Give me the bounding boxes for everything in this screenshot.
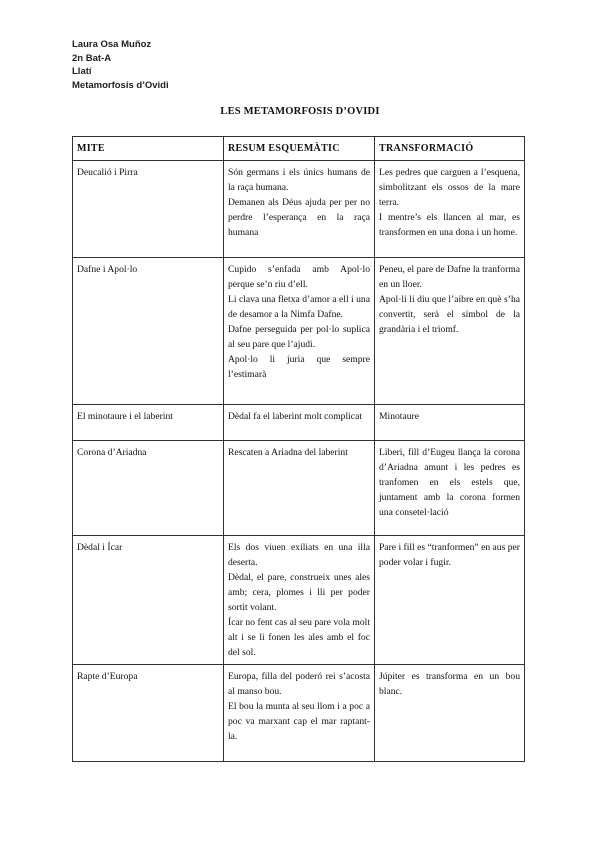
myths-table <box>72 136 525 762</box>
cell-line: Júpiter es transforma en un bou blanc. <box>379 671 520 697</box>
cell-line: Pare i fill es “tranformen” en aus per poder volar i fugir. <box>379 542 520 568</box>
cell-transformacio <box>375 665 525 762</box>
cell-line: Els dos viuen exiliats en una illa deserta. <box>228 542 370 568</box>
page-title: LES METAMORFOSIS D’OVIDI <box>220 106 380 117</box>
topic: Metamorfosis d’Ovidi <box>72 79 169 91</box>
subject: Llatí <box>72 66 92 77</box>
cell-resum <box>224 665 375 762</box>
table-row <box>73 161 525 258</box>
table-header-row <box>73 137 525 161</box>
cell-resum <box>224 258 375 405</box>
cell-mite: Rapte d’Europa <box>73 665 224 762</box>
cell-transformacio <box>375 258 525 405</box>
cell-line: Dèdal fa el laberint molt complicat <box>228 411 362 422</box>
cell-line: Liberi, fill d’Eugeu llança la corona d’Ariadna amunt i les pedres es tranfomen en els estels que, juntament amb la corona formen una consetel·lació <box>379 447 520 518</box>
cell-line: El bou la munta al seu llom i a poc a poc va marxant cap el mar raptant-la. <box>228 701 370 742</box>
class-group: 2n Bat-A <box>72 52 112 64</box>
cell-transformacio <box>375 405 525 441</box>
cell-line: Dafne perseguida per pol·lo suplica al seu pare que l’ajudi. <box>228 324 370 350</box>
cell-transformacio <box>375 441 525 536</box>
author-name: Laura Osa Muñoz <box>72 39 152 50</box>
table-row <box>73 536 525 665</box>
column-header-resum: RESUM ESQUEMÀTIC <box>224 137 375 161</box>
cell-mite: El minotaure i el laberint <box>73 405 224 441</box>
table-row <box>73 405 525 441</box>
cell-line: Cupido s’enfada amb Apol·lo perque se’n riu d’ell. <box>228 264 370 290</box>
document-header <box>72 38 169 92</box>
cell-line: Europa, filla del poderó rei s’acosta al manso bou. <box>228 671 370 697</box>
cell-mite: Corona d’Ariadna <box>73 441 224 536</box>
cell-line: Minotaure <box>379 411 419 422</box>
cell-line: Li clava una fletxa d’amor a ell i una de desamor a la Nimfa Dafne. <box>228 294 370 320</box>
cell-line: Apol·lo li juria que sempre l’estimarà <box>228 354 370 380</box>
cell-line: Demanen als Déus ajuda per per no perdre l’esperança en la raça humana <box>228 197 370 238</box>
cell-line: Dèdal, el pare, construeix unes ales amb; cera, plomes i lli per poder sortit volant. <box>228 572 370 613</box>
cell-transformacio <box>375 536 525 665</box>
cell-line: Apol·li li diu que l’aibre en què s’ha convertit, serà el símbol de la grandària i el triomf. <box>379 294 520 335</box>
cell-line: Les pedres que carguen a l’esquena, simbolitzant els ossos de la mare terra. <box>379 167 520 208</box>
cell-line: Rescaten a Ariadna del laberint <box>228 447 348 458</box>
cell-line: I mentre’s els llancen al mar, es transformen en una dona i un home. <box>379 212 520 238</box>
cell-mite: Dèdal i Ícar <box>73 536 224 665</box>
cell-mite: Deucalió i Pirra <box>73 161 224 258</box>
cell-line: Ícar no fent cas al seu pare vola molt alt i se li fonen les ales amb el foc del sol. <box>228 617 370 658</box>
table-row <box>73 441 525 536</box>
cell-resum <box>224 161 375 258</box>
cell-line: Peneu, el pare de Dafne la tranforma en un lloer. <box>379 264 520 290</box>
column-header-transformacio: TRANSFORMACIÓ <box>375 137 525 161</box>
cell-mite: Dafne i Apol·lo <box>73 258 224 405</box>
cell-resum <box>224 536 375 665</box>
cell-line: Són germans i els únics humans de la raça humana. <box>228 167 370 193</box>
table-row <box>73 665 525 762</box>
cell-transformacio <box>375 161 525 258</box>
column-header-mite: MITE <box>73 137 224 161</box>
table-row <box>73 258 525 405</box>
cell-resum <box>224 405 375 441</box>
cell-resum <box>224 441 375 536</box>
